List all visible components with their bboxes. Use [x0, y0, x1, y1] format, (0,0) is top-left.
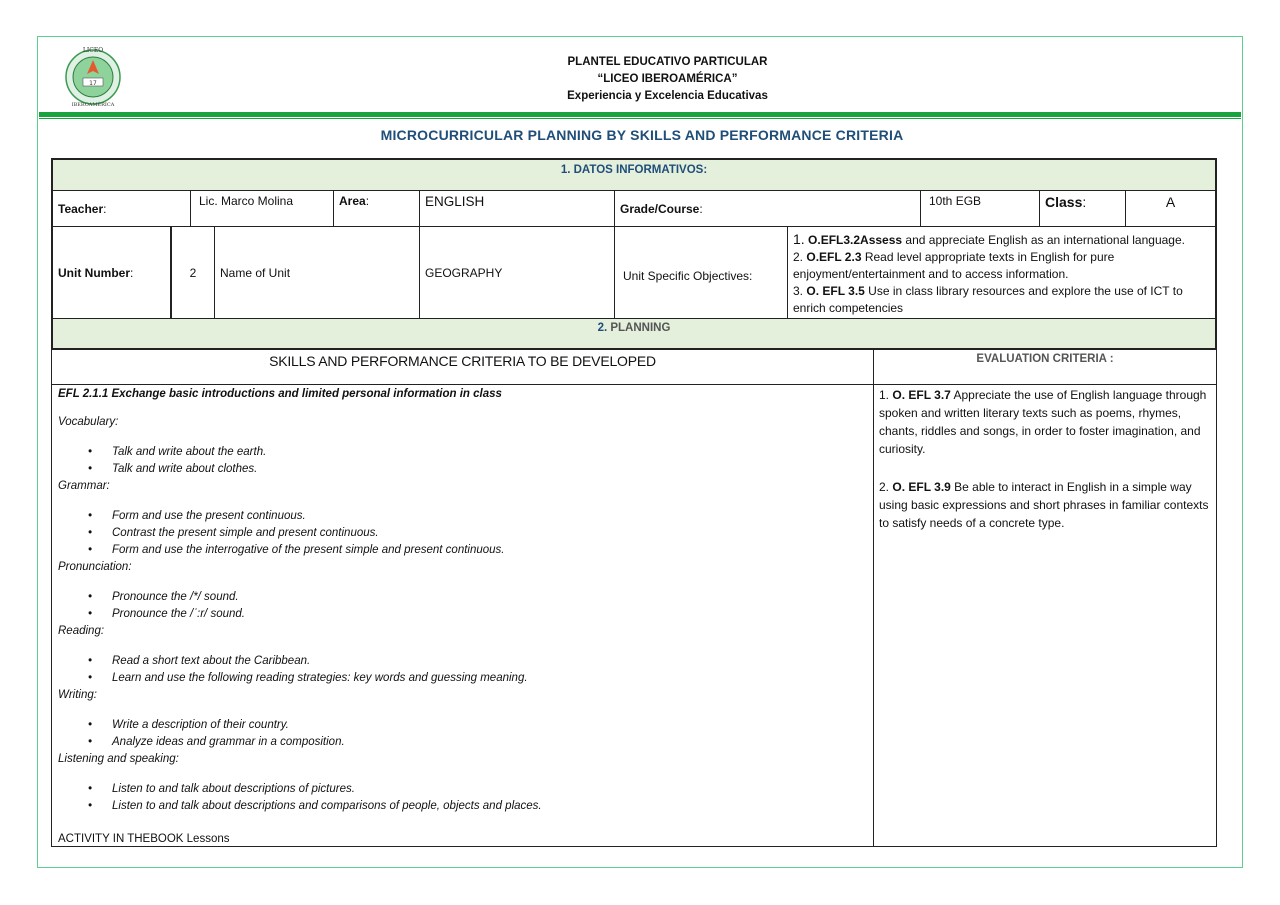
objective-item: 1. O.EFL3.2Assess and appreciate English as an international language. [793, 231, 1185, 247]
unit-name-label: Name of Unit [214, 226, 420, 319]
group-label: Pronunciation: [58, 561, 132, 573]
list-item: • Listen to and talk about descriptions of pictures. [112, 781, 867, 798]
unit-number-value: 2 [171, 226, 215, 319]
section-planning-heading: 2. PLANNING [51, 318, 1217, 350]
list-item: • Form and use the interrogative of the present simple and present continuous. [112, 542, 867, 559]
group-list [58, 781, 867, 815]
school-name: PLANTEL EDUCATIVO PARTICULAR [567, 56, 768, 68]
svg-text:17: 17 [89, 80, 97, 87]
group-label: Listening and speaking: [58, 753, 179, 765]
group-label: Vocabulary: [58, 416, 119, 428]
list-item: • Contrast the present simple and present continuous. [112, 525, 867, 542]
teacher-value: Lic. Marco Molina [190, 190, 334, 227]
evaluation-header: EVALUATION CRITERIA : [873, 349, 1217, 385]
unit-number-label-cell: Unit Number : [51, 226, 172, 319]
list-item: • Form and use the present continuous. [112, 508, 867, 525]
group-list [58, 653, 867, 687]
list-item: • Talk and write about the earth. [112, 444, 867, 461]
objectives-list [787, 226, 1217, 319]
list-item: • Write a description of their country. [112, 717, 867, 734]
group-list [58, 589, 867, 623]
school-motto: Experiencia y Excelencia Educativas [567, 90, 768, 102]
criteria-content [873, 384, 1217, 847]
objective-item: 2. O.EFL 2.3 Read level appropriate texts in English for pure enjoyment/entertainment and to access information. [793, 250, 1115, 281]
teacher-label-cell: Teacher : [51, 190, 191, 227]
header-divider-thin [39, 118, 1241, 119]
section-datos-heading: 1. DATOS INFORMATIVOS: [51, 158, 1217, 191]
criteria-item: 2. O. EFL 3.9 Be able to interact in English in a simple way using basic expressions and short phrases in familiar contexts to satisfy needs of a concrete type. [879, 480, 1209, 530]
class-label-cell: Class: [1039, 190, 1126, 227]
area-label: Area [339, 194, 366, 208]
criteria-item: 1. O. EFL 3.7 Appreciate the use of English language through spoken and written literary texts such as poems, rhymes, chants, riddles and songs, in order to foster imagination, and curiosity. [879, 388, 1207, 456]
list-item: • Pronounce the /ˈ:r/ sound. [112, 606, 867, 623]
svg-text:LICEO: LICEO [82, 47, 104, 54]
skill-code: EFL 2.1.1 Exchange basic introductions and limited personal information in class [58, 388, 502, 400]
objective-item: 3. O. EFL 3.5 Use in class library resources and explore the use of ICT to enrich competencies [793, 284, 1183, 315]
school-logo [61, 44, 125, 108]
class-value: A [1125, 190, 1217, 227]
area-label-cell: Area: [333, 190, 420, 227]
group-label: Writing: [58, 689, 97, 701]
list-item: • Read a short text about the Caribbean. [112, 653, 867, 670]
class-label: Class [1045, 194, 1083, 210]
skills-header: SKILLS AND PERFORMANCE CRITERIA TO BE DEVELOPED [51, 349, 874, 385]
grade-label: Grade/Course [620, 201, 700, 216]
grade-value: 10th EGB [920, 190, 1040, 227]
unit-name-value: GEOGRAPHY [419, 226, 615, 319]
school-header [470, 54, 865, 105]
svg-text:IBEROAMÉRICA: IBEROAMÉRICA [71, 102, 115, 108]
grade-label-cell: Grade/Course : [614, 190, 921, 227]
unit-number-label: Unit Number [58, 265, 130, 280]
objectives-label: Unit Specific Objectives: [614, 226, 788, 319]
group-label: Reading: [58, 625, 105, 637]
activity-note: ACTIVITY IN THEBOOK Lessons [58, 833, 230, 845]
area-value: ENGLISH [419, 190, 615, 227]
document-title: MICROCURRICULAR PLANNING BY SKILLS AND PERFORMANCE CRITERIA [380, 127, 904, 143]
header-divider [39, 112, 1241, 117]
list-item: • Learn and use the following reading strategies: key words and guessing meaning. [112, 670, 867, 687]
teacher-label: Teacher [58, 201, 104, 216]
group-list [58, 444, 867, 478]
list-item: • Analyze ideas and grammar in a composition. [112, 734, 867, 751]
list-item: • Talk and write about clothes. [112, 461, 867, 478]
skills-content [51, 384, 874, 847]
school-title: “LICEO IBEROAMÉRICA” [597, 73, 738, 85]
list-item: • Pronounce the /*/ sound. [112, 589, 867, 606]
group-list [58, 717, 867, 751]
group-list [58, 508, 867, 559]
list-item: • Listen to and talk about descriptions and comparisons of people, objects and places. [112, 798, 867, 815]
group-label: Grammar: [58, 480, 110, 492]
